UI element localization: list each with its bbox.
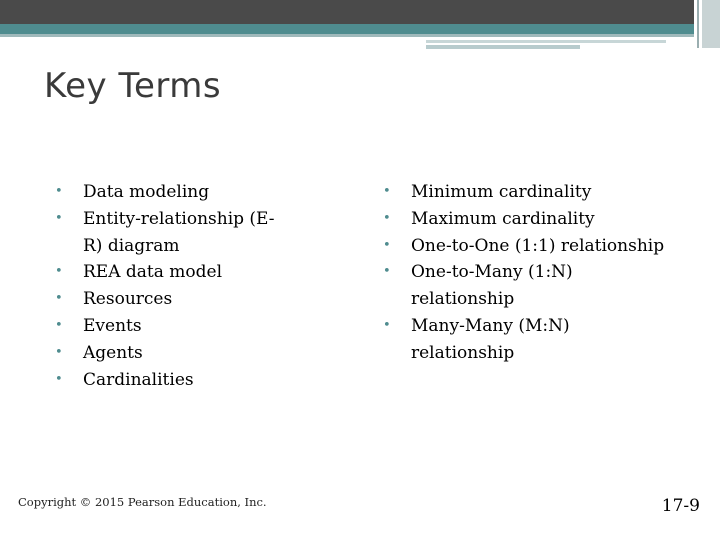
list-item: • Resources xyxy=(55,286,345,313)
header-corner-decoration xyxy=(694,0,720,48)
list-item: • One-to-Many (1:N) relationship xyxy=(383,259,703,313)
list-item: • Cardinalities xyxy=(55,367,345,394)
header-strip xyxy=(0,34,720,37)
header-strip xyxy=(426,45,580,49)
header-band-teal xyxy=(0,24,720,34)
list-item: • One-to-One (1:1) relationship xyxy=(383,233,703,260)
slide-title: Key Terms xyxy=(44,66,222,106)
header-strip xyxy=(426,40,666,43)
list-item: • Minimum cardinality xyxy=(383,179,703,206)
list-item: • Data modeling xyxy=(55,179,345,206)
list-item: • Maximum cardinality xyxy=(383,206,703,233)
header-band-dark xyxy=(0,0,720,24)
right-term-list xyxy=(383,179,703,367)
list-item: • Agents xyxy=(55,340,345,367)
list-item: • REA data model xyxy=(55,259,345,286)
left-term-list xyxy=(55,179,345,393)
copyright-notice: Copyright © 2015 Pearson Education, Inc. xyxy=(18,495,267,509)
list-item: • Many-Many (M:N) relationship xyxy=(383,313,703,367)
list-item: • Entity-relationship (E-R) diagram xyxy=(55,206,345,260)
slide-number: 17-9 xyxy=(661,496,700,516)
list-item: • Events xyxy=(55,313,345,340)
